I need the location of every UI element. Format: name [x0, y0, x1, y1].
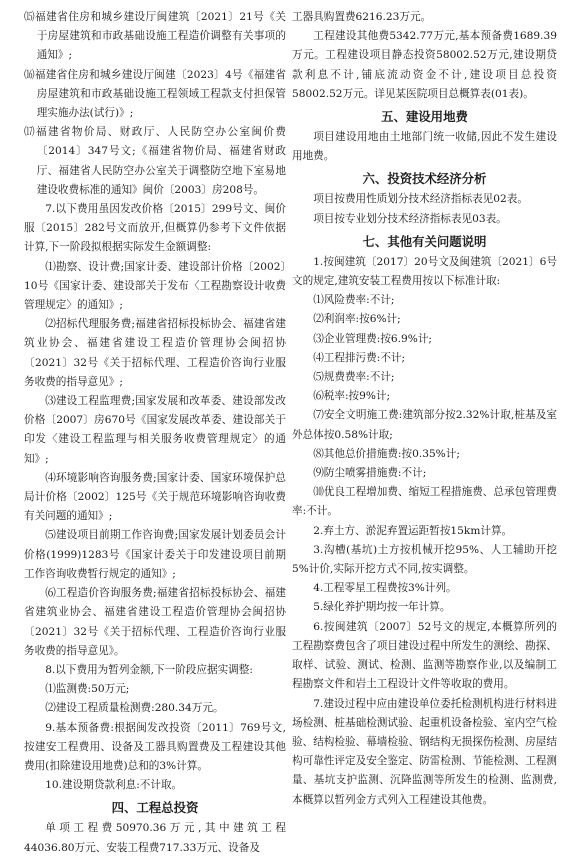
paragraph: 10.建设期贷款利息:不计取。 — [45, 779, 183, 792]
paragraph: ⑷工程排污费:不计; — [313, 351, 406, 364]
paragraph: ⑸规费费率:不计; — [313, 371, 395, 384]
section-heading: 六、投资技术经济分析 — [362, 171, 487, 187]
paragraph: ⒂福建省住房和城乡建设厅闽建筑〔2021〕21号《关于房屋建筑和市政基础设施工程造价调整有关事项的通知》; — [24, 11, 286, 62]
paragraph: ⑵招标代理服务费;福建省招标投标协会、福建省建筑业协会、福建省建设工程造价管理协会闽招协〔2021〕32号《关于招标代理、工程造价咨询行业服务收费的指导意见》; — [24, 318, 286, 388]
paragraph: ⑴勘察、设计费;国家计委、建设部计价格〔2002〕10号《国家计委、建设部关于发布〈工程勘察设计收费管理规定〉的通知》; — [24, 260, 286, 312]
paragraph: 5.绿化养护期均按一年计算。 — [313, 601, 451, 614]
paragraph: ⑸建设项目前期工作咨询费;国家发展计划委员会计价格(1999)1283号《国家计委关于印发建设项目前期工作咨询收费暂行规定的通知》; — [24, 529, 286, 580]
paragraph: 6.按闽建筑〔2007〕52号文的规定,本概算所列的工程勘察费包含了项目建设过程中所发生的测绘、勘探、取样、试验、测试、检测、监测等勘察作业,以及编制工程勘察文件和岩土工程设计文件等收取的费用。 — [292, 620, 557, 691]
paragraph: ⑵建设工程质量检测费:280.34万元。 — [45, 702, 224, 715]
paragraph: ⒄福建省物价局、财政厅、人民防空办公室闽价费〔2014〕347号文;《福建省物价局、福建省财政厅、福建省人民防空办公室关于调整防空地下室易地建设收费标准的通知》闽价〔2003〕房208号。 — [24, 126, 286, 196]
paragraph: ⑶企业管理费:按6.9%计; — [313, 332, 432, 345]
paragraph: 单项工程费50970.36万元,其中建筑工程44036.80万元、安装工程费717.33万元、设备及 — [24, 822, 286, 854]
paragraph: ⑴风险费率:不计; — [313, 294, 395, 307]
paragraph: 项目按费用性质划分技术经济指标表见02表。 — [313, 193, 528, 206]
paragraph: ⑹税率:按9%计; — [313, 390, 391, 403]
section-heading: 五、建设用地费 — [381, 109, 468, 125]
paragraph: 工器具购置费6216.23万元。 — [292, 11, 432, 23]
paragraph: ⑴监测费:50万元; — [45, 683, 130, 696]
paragraph: ⑵利润率:按6%计; — [313, 313, 401, 326]
right-column — [292, 8, 557, 810]
paragraph: 项目建设用地由土地部门统一收储,因此不发生建设用地费。 — [292, 131, 557, 163]
paragraph: 工程建设其他费5342.77万元,基本预备费1689.39万元。工程建设项目静态投资58002.52万元,建设期贷款利息不计,铺底流动资金不计,建设项目总投资58002.52万元。详见某医院项目总概算表(01表)。 — [292, 30, 557, 100]
section-heading: 四、工程总投资 — [111, 800, 199, 816]
paragraph: 4.工程零星工程费按3%计列。 — [313, 582, 457, 595]
paragraph: ⑼防尘喷雾措施费:不计; — [313, 467, 427, 480]
section-heading: 七、其他有关问题说明 — [362, 233, 487, 249]
paragraph: 7.建设过程中应由建设单位委托检测机构进行材料进场检测、桩基础检测试验、起重机设备检验、室内空气检验、结构检验、幕墙检验、钢结构无损探伤检测、房屋结构可靠性评定及安全鉴定、防雷检测、节能检测、工程测量、基坑支护监测、沉降监测等所发生的检测、监测费,本概算以暂列金方式列入工程建设其他费。 — [292, 697, 557, 806]
paragraph: ⒃福建省住房和城乡建设厅闽建〔2023〕4号《福建省房屋建筑和市政基础设施工程领域工程款支付担保管理实施办法(试行)》; — [24, 68, 286, 120]
left-column — [24, 8, 286, 858]
paragraph: ⑷环境影响咨询服务费;国家计委、国家环境保护总局计价格〔2002〕125号《关于规范环境影响咨询收费有关问题的通知》; — [24, 471, 286, 523]
paragraph: ⑶建设工程监理费;国家发展和改革委、建设部发改价格〔2007〕房670号《国家发展改革委、建设部关于印发〈建设工程监理与相关服务收费管理规定〉的通知》; — [24, 395, 286, 465]
paragraph: 3.沟槽(基坑)土方按机械开挖95%、人工辅助开挖5%计价,实际开挖方式不同,按实调整。 — [292, 543, 557, 576]
paragraph: 8.以下费用为暂列金额,下一阶段应据实调整: — [45, 663, 253, 676]
paragraph: 1.按闽建筑〔2017〕20号文及闽建筑〔2021〕6号文的规定,建筑安装工程费用按以下标准计取: — [292, 255, 557, 288]
paragraph: 项目按专业划分技术经济指标表见03表。 — [313, 212, 507, 225]
paragraph: ⑽优良工程增加费、缩短工程措施费、总承包管理费率:不计。 — [292, 486, 557, 518]
paragraph: 9.基本预备费:根据闽发改投资〔2011〕769号文,按建安工程费用、设备及工器具购置费及工程建设其他费用(扣除建设用地费)总和的3%计算。 — [24, 721, 286, 772]
paragraph: ⑺安全文明施工费:建筑部分按2.32%计取,桩基及室外总体按0.58%计取; — [292, 409, 557, 441]
paragraph: 2.弃土方、淤泥弃置运距暂按15km计算。 — [313, 524, 513, 537]
paragraph: 7.以下费用虽因发改价格〔2015〕299号文、闽价服〔2015〕282号文而放开,但概算仍参考下文件依据计算,下一阶段拟根据实际发生金额调整: — [24, 203, 286, 254]
paragraph: ⑹工程造价咨询服务费;福建省招标投标协会、福建省建筑业协会、福建省建设工程造价管理协会闽招协〔2021〕32号《关于招标代理、工程造价咨询行业服务收费的指导意见》。 — [24, 587, 286, 657]
paragraph: ⑻其他总价措施费:按0.35%计; — [313, 447, 460, 460]
